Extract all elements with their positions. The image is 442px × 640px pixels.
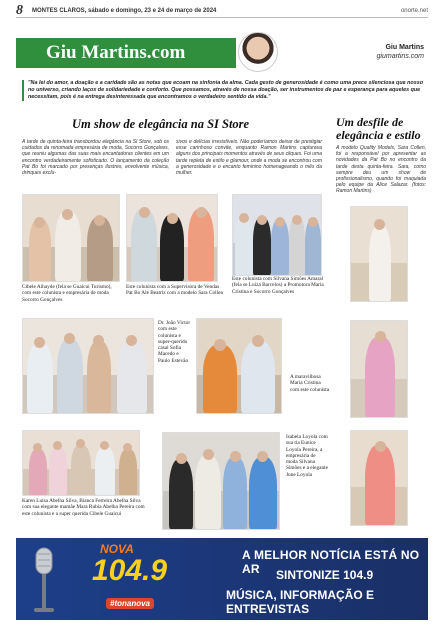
page-number: 8	[16, 2, 23, 18]
microphone-icon	[24, 544, 64, 616]
photo-group-1	[22, 194, 120, 282]
sidebar-article-body: A modelo Quality Models, Sara Collen, foi a responsável por apresentar as novidades da Pat Bo no encontro da tarde desta quinta-feira. Sara, como sempre deu um show de profissionalismo, quando foi maquiada pelo equipe da Alice Salazar. (fotos: Ramon Martins)	[336, 145, 426, 195]
photo-group-4	[22, 318, 154, 414]
caption-photo-2: Este colunista com a Supervisora de Vendas Pat Bo Ale Beatriz com a modelo Sara Collen	[126, 284, 224, 297]
photo-group-3	[232, 194, 322, 276]
column-banner	[16, 38, 428, 74]
photo-group-5	[22, 430, 140, 496]
ad-headline: A MELHOR NOTÍCIA ESTÁ NO AR	[242, 548, 420, 576]
photo-model-3	[350, 430, 408, 526]
photo-group-6	[162, 432, 280, 530]
caption-photo-3: Este colunista com Silvana Simões Amaral (fela se Luiza Barcelos) a Promotora Maria Cristina e Socorro Gonçalves	[232, 276, 324, 295]
author-site[interactable]: giumartins.com	[376, 53, 424, 60]
photo-group-2	[126, 194, 218, 282]
author-name: Giu Martins	[385, 44, 424, 51]
opening-quote: "Na lei do amor, a doação e a caridade são as notas que ecoam na sinfonia da alma. Cada gesto de generosidade é como uma prece silenciosa que nosso no universo, criando laços de solidariedade e conforto. Que possamos, através de nossa doação, ser instrumentos de paz e esperança para aqueles que necessitam, pois é na entrega desinteressada que encontramos o verdadeiro sentido da vida."	[22, 80, 424, 101]
ad-tune-in: SINTONIZE 104.9	[276, 568, 374, 582]
ad-tagline: MÚSICA, INFORMAÇÃO E ENTREVISTAS	[226, 588, 374, 616]
column-title: Giu Martins.com	[46, 42, 186, 63]
article-column-2: sivos e delícias irresistíveis. Não poderíamos deixar de prestigiar esse carinhoso convite, enquanto Ramon Martins capturava alguns dos principais momentos através de seus cliques. Foi uma tarde repleta de estilo e glamour, onde a moda se encontrou com a generosidade e o encanto feminino homenageando o mês da mulher.	[176, 139, 322, 177]
page-header	[16, 4, 428, 18]
caption-photo-5: A maravilhosa Maria Cristina com este colunista	[290, 374, 330, 393]
caption-photo-7: Isabela Loyola com sua tia Eunice Loyola Pereira, a empresária de moda Silvana Simões e a elegante June Loyola	[286, 434, 328, 478]
sidebar-headline: Um desfile de elegância e estilo	[336, 115, 421, 142]
radio-hashtag: #tonanova	[106, 598, 154, 609]
site-link[interactable]: onorte.net	[400, 7, 428, 14]
photo-duo-1	[196, 318, 282, 414]
caption-photo-4: Dr. João Victor com este colunista e super-querido casal Sofia Macedo e Paulo Estevão	[158, 320, 191, 364]
radio-advertisement[interactable]	[16, 538, 428, 620]
article-column-1: A tarde de quinta-feira transbordou elegância na Sl Store, sob os cuidados da renomada empresária de moda, Socorro Gonçalves, que reuniu algumas das suas mais encantadoras clientes em um encontro verdadeiramente sofisticado. O lançamento da coleção Pat Bo foi marcado por presenças ilustres, envolvente música, drinques exclu-	[22, 139, 169, 177]
author-portrait	[238, 32, 278, 72]
caption-photo-1: Cibele Aihayde (fela se Guaicui Turismo), com este colunista e empresária de moda Socorro Gonçalves	[22, 284, 112, 303]
article-headline: Um show de elegância na SI Store	[72, 117, 250, 131]
dateline: MONTES CLAROS, sábado e domingo, 23 e 24 de março de 2024	[32, 7, 217, 14]
photo-model-1	[350, 206, 408, 302]
radio-frequency: 104.9	[92, 554, 168, 587]
radio-brand: NOVA	[100, 542, 134, 556]
caption-photo-6: Karen Luisa Abelha Silva, Bianca Ferreira Abelha Silva com sua elegante mamãe Mara Rubia Abelha Pereira com este colunista e a super querida Cibele Guaicui	[22, 498, 145, 517]
photo-model-2	[350, 320, 408, 418]
